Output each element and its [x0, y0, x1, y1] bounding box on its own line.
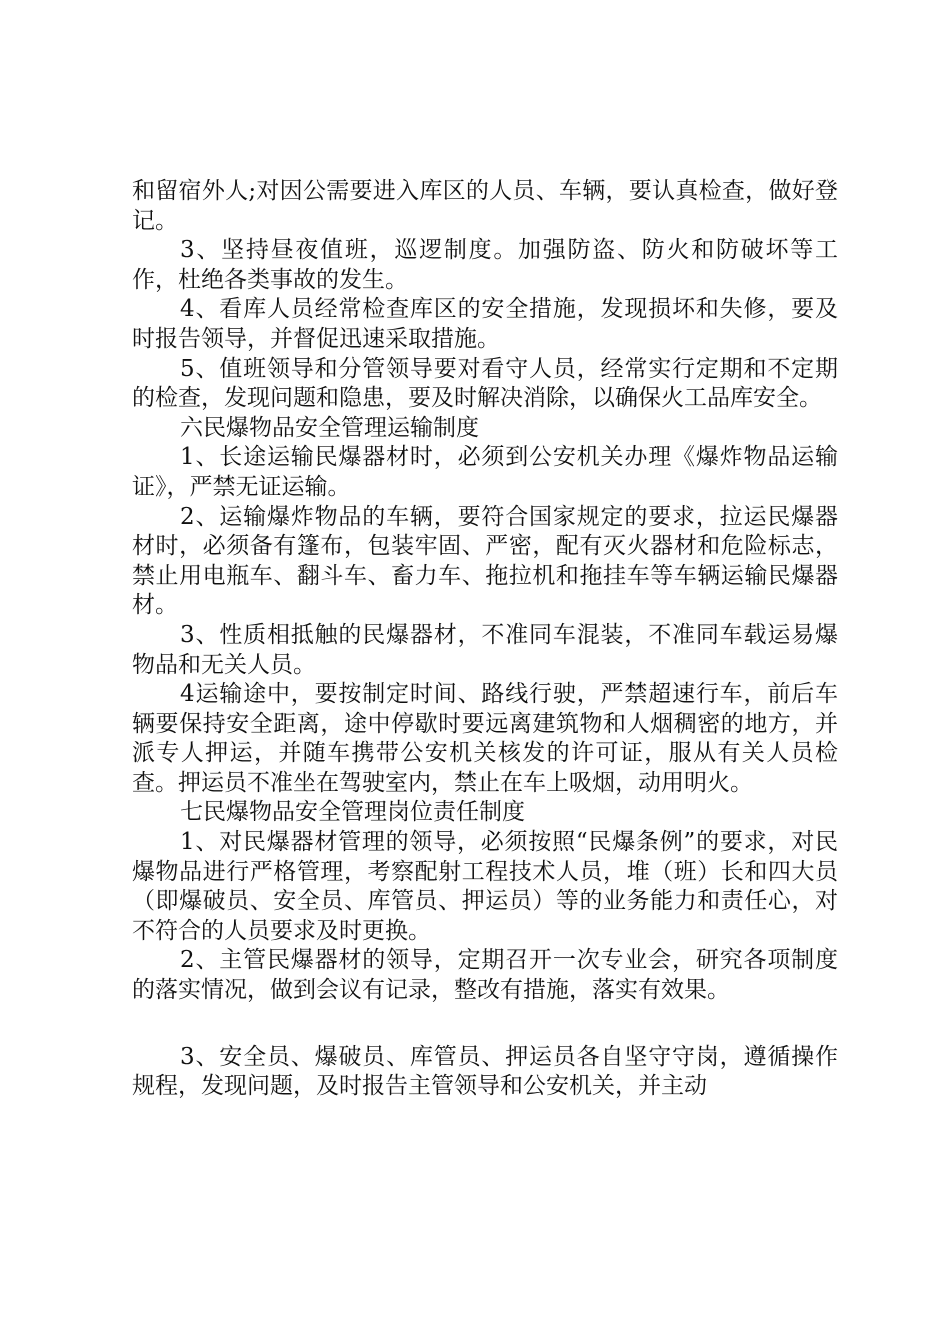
paragraph-item: 3、性质相抵触的民爆器材，不准同车混装，不准同车载运易爆物品和无关人员。	[132, 621, 838, 678]
paragraph-item: 4、看库人员经常检查库区的安全措施，发现损坏和失修，要及时报告领导，并督促迅速采取措施。	[132, 296, 838, 352]
paragraph-item: 1、长途运输民爆器材时，必须到公安机关办理《爆炸物品运输证》，严禁无证运输。	[132, 444, 838, 500]
paragraph-item: 2、主管民爆器材的领导，定期召开一次专业会，研究各项制度的落实情况，做到会议有记录，整改有措施，落实有效果。	[132, 947, 838, 1004]
paragraph-item: 2、运输爆炸物品的车辆，要符合国家规定的要求，拉运民爆器材时，必须备有篷布，包装牢固、严密，配有灭火器材和危险标志，禁止用电瓶车、翻斗车、畜力车、拖拉机和拖挂车等车辆运输民爆器材。	[132, 503, 838, 619]
paragraph-item: 4运输途中，要按制定时间、路线行驶，严禁超速行车，前后车辆要保持安全距离，途中停歇时要远离建筑物和人烟稠密的地方，并派专人押运，并随车携带公安机关核发的许可证，服从有关人员检查。押运员不准坐在驾驶室内，禁止在车上吸烟，动用明火。	[132, 681, 838, 796]
paragraph-item: 3、安全员、爆破员、库管员、押运员各自坚守守岗，遵循操作规程，发现问题，及时报告主管领导和公安机关，并主动	[132, 1043, 838, 1100]
paragraph-item: 1、对民爆器材管理的领导，必须按照“民爆条例”的要求，对民爆物品进行严格管理，考察配射工程技术人员，堆（班）长和四大员（即爆破员、安全员、库管员、押运员）等的业务能力和责任心，对不符合的人员要求及时更换。	[132, 829, 838, 944]
section-heading: 七民爆物品安全管理岗位责任制度	[180, 799, 525, 826]
paragraph-continuation: 和留宿外人;对因公需要进入库区的人员、车辆，要认真检查，做好登记。	[132, 178, 838, 234]
document-body	[132, 177, 838, 1102]
section-heading: 六民爆物品安全管理运输制度	[180, 414, 479, 441]
paragraph-item: 3、坚持昼夜值班，巡逻制度。加强防盗、防火和防破坏等工作，杜绝各类事故的发生。	[132, 237, 838, 293]
paragraph-item: 5、值班领导和分管领导要对看守人员，经常实行定期和不定期的检查，发现问题和隐患，要及时解决消除，以确保火工品库安全。	[132, 355, 838, 412]
